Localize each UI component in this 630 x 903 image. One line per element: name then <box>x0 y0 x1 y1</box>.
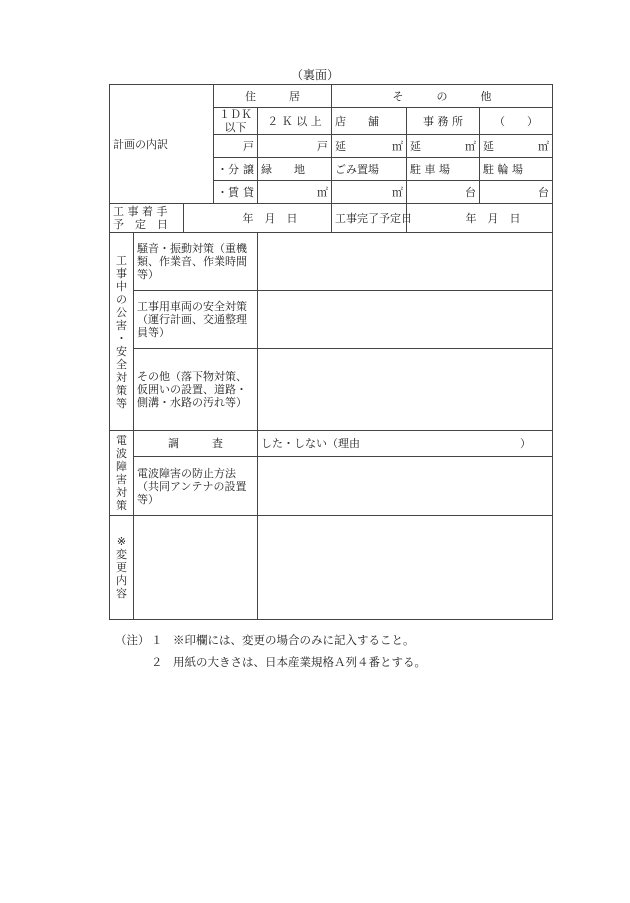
units-2k-field[interactable]: 戸 <box>258 135 332 158</box>
type-1dk: １ＤＫ以下 <box>214 108 258 135</box>
bicycle-label: 駐 輪 場 <box>480 158 553 181</box>
other-safety-field[interactable] <box>258 349 553 431</box>
residence-header: 住 居 <box>214 85 332 108</box>
start-date-field[interactable]: 年 月 日 <box>184 204 332 233</box>
parking-count-field[interactable]: 台 <box>407 181 480 204</box>
note-2: ２ 用紙の大きさは、日本産業規格Ａ列４番とする。 <box>151 655 426 669</box>
chintai-label: ・賃 貸 <box>214 181 258 204</box>
office-area-field[interactable]: 延 ㎡ <box>407 135 480 158</box>
survey-label: 調 査 <box>134 431 258 457</box>
safety-label-char: 安 <box>116 344 127 358</box>
units-1dk-field[interactable]: 戸 <box>214 135 258 158</box>
safety-label-char: 公 <box>116 305 127 319</box>
change-label <box>110 516 134 620</box>
noise-field[interactable] <box>258 233 553 291</box>
other-header: そ の 他 <box>332 85 553 108</box>
application-form-table <box>109 84 553 620</box>
change-label-char: 更 <box>116 561 127 574</box>
safety-label-char: 全 <box>116 357 127 371</box>
other-area-field[interactable]: 延 ㎡ <box>480 135 553 158</box>
bunjo-label: ・分 譲 <box>214 158 258 181</box>
other-paren: （ ） <box>480 108 553 135</box>
green-label: 緑 地 <box>258 158 332 181</box>
safety-label-char: 害 <box>116 318 127 332</box>
safety-label-char: 中 <box>116 279 127 293</box>
change-label-char: 内 <box>116 574 127 587</box>
change-label-char: 容 <box>116 587 127 600</box>
safety-label-chars <box>113 254 130 410</box>
type-2k: ２ Ｋ 以 上 <box>258 108 332 135</box>
noise-label: 騒音・振動対策（重機類、作業音、作業時間等） <box>134 233 258 291</box>
page-title: （裏面） <box>290 68 339 82</box>
end-date-field[interactable]: 年 月 日 <box>407 204 553 233</box>
note-1: （注） １ ※印欄には、変更の場合のみに記入すること。 <box>115 633 415 647</box>
green-area-field[interactable]: ㎡ <box>258 181 332 204</box>
change-label-char: 変 <box>116 548 127 561</box>
survey-field[interactable]: した・しない（理由 ） <box>258 431 553 457</box>
change-label-char: ※ <box>116 535 127 548</box>
notes <box>115 629 426 673</box>
radio-label-char: 害 <box>116 473 127 486</box>
safety-label-char: ・ <box>116 331 127 345</box>
safety-label-char: の <box>116 292 127 306</box>
office-label: 事 務 所 <box>407 108 480 135</box>
radio-label-char: 障 <box>116 460 127 473</box>
safety-label-char: 対 <box>116 370 127 384</box>
radio-label-char: 波 <box>116 447 127 460</box>
safety-label-char: 事 <box>116 266 127 280</box>
radio-label-char: 対 <box>116 486 127 499</box>
bicycle-count-field[interactable]: 台 <box>480 181 553 204</box>
vehicle-field[interactable] <box>258 291 553 349</box>
garbage-area-field[interactable]: ㎡ <box>332 181 407 204</box>
other-safety-label: その他（落下物対策、仮囲いの設置、道路・側溝・水路の汚れ等） <box>134 349 258 431</box>
shop-area-field[interactable]: 延 ㎡ <box>332 135 407 158</box>
garbage-label: ごみ置場 <box>332 158 407 181</box>
shop-label: 店 舗 <box>332 108 407 135</box>
safety-label <box>110 233 134 431</box>
change-right-field[interactable] <box>258 516 553 620</box>
end-date-label: 工事完了予定日 <box>332 204 407 233</box>
vehicle-label: 工事用車両の安全対策（運行計画、交通整理員等） <box>134 291 258 349</box>
safety-label-char: 等 <box>116 396 127 410</box>
safety-label-char: 策 <box>116 383 127 397</box>
radio-label-char: 策 <box>116 499 127 512</box>
radio-label-char: 電 <box>116 434 127 447</box>
prevention-label: 電波障害の防止方法（共同アンテナの設置等） <box>134 457 258 516</box>
change-left-field[interactable] <box>134 516 258 620</box>
radio-label <box>110 431 134 516</box>
start-date-label: 工 事 着 手 予 定 日 <box>110 204 184 233</box>
parking-label: 駐 車 場 <box>407 158 480 181</box>
safety-label-char: 工 <box>116 253 127 267</box>
prevention-field[interactable] <box>258 457 553 516</box>
plan-label: 計画の内訳 <box>110 85 214 204</box>
